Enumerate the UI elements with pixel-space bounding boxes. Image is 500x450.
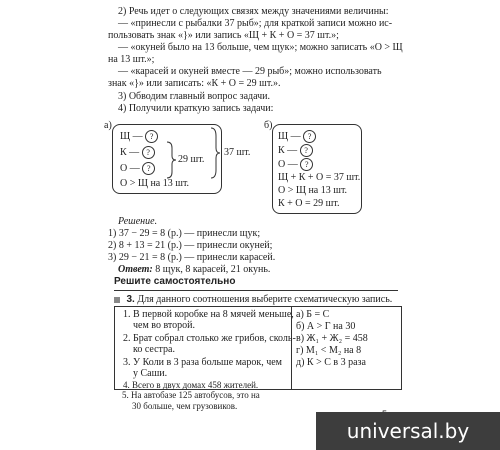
answer-label: Ответ: [118, 264, 153, 275]
scheme-b-eq2: К + О = 29 шт. [278, 198, 340, 209]
task-item-line: чем во второй. [133, 320, 196, 331]
scheme-a-row-o: О — ? [120, 162, 155, 175]
option-g: г) М₁ < М₂ на 8 [296, 345, 362, 356]
task-number: 3. [126, 294, 135, 305]
intro-line: — «принесли с рыбалки 37 рыб»; для краткой записи можно ис- [118, 18, 393, 29]
question-circle-icon: ? [142, 146, 155, 159]
scheme-a-compare: О > Щ на 13 шт. [120, 178, 190, 189]
intro-line: — «окуней было на 13 больше, чем щук»; можно записать «О > Щ [118, 42, 403, 53]
scheme-b-row-k: К — ? [278, 144, 313, 157]
scheme-b-row-shch: Щ — ? [278, 130, 316, 143]
task-item-line: 5. На автобазе 125 автобусов, это на [122, 390, 260, 400]
task-item-line: 1. В первой коробке на 8 мячей меньше, [123, 309, 294, 320]
task-item-line: у Саши. [133, 368, 168, 379]
task-item-line: 30 больше, чем грузовиков. [132, 401, 238, 411]
task-item-line: 2. Брат собрал столько же грибов, сколь- [123, 333, 296, 344]
option-b: б) А > Г на 30 [296, 321, 356, 332]
task-table [114, 306, 402, 390]
intro-line: — «карасей и окуней вместе — 29 рыб»; можно использовать [118, 66, 382, 77]
question-circle-icon: ? [142, 162, 155, 175]
solution-answer [118, 264, 270, 276]
inner-brace-icon [166, 140, 178, 180]
scheme-a-brace-value: 29 шт. [178, 154, 205, 165]
solution-line: 2) 8 + 13 = 21 (р.) — принесли окуней; [108, 240, 273, 251]
question-circle-icon: ? [300, 158, 313, 171]
task-statement [114, 294, 392, 306]
task-item-line: 3. У Коли в 3 раза больше марок, чем [123, 357, 283, 368]
scheme-b-label: б) [264, 120, 273, 131]
section-header [114, 276, 398, 291]
scheme-b-row-o: О — ? [278, 158, 313, 171]
task-left-column [115, 307, 296, 390]
watermark-banner [316, 412, 500, 450]
task-item-line: ко сестра. [133, 344, 175, 355]
intro-line: 2) Речь идет о следующих связях между значениями величины: [118, 6, 389, 17]
solution-title: Решение. [118, 216, 158, 227]
intro-line: 3) Обводим главный вопрос задачи. [118, 91, 271, 102]
option-v: в) Ж₁ + Ж₂ = 458 [296, 333, 368, 344]
watermark-text: universal.by [346, 419, 470, 443]
question-circle-icon: ? [145, 130, 158, 143]
question-circle-icon: ? [303, 130, 316, 143]
answer-text: 8 щук, 8 карасей, 21 окунь. [152, 264, 271, 275]
intro-line: на 13 шт.»; [108, 54, 155, 65]
task-right-column [292, 307, 401, 389]
option-d: д) К > С в 3 раза [296, 357, 366, 368]
scheme-b-compare: О > Щ на 13 шт. [278, 185, 348, 196]
outer-brace-icon [210, 126, 222, 180]
section-title: Решите самостоятельно [114, 276, 236, 287]
scheme-a-label: а) [104, 120, 112, 131]
solution-line: 1) 37 − 29 = 8 (р.) — принесли щук; [108, 228, 261, 239]
task-bullet-icon [114, 297, 120, 303]
scheme-a-row-k: К — ? [120, 146, 155, 159]
solution-line: 3) 29 − 21 = 8 (р.) — принесли карасей. [108, 252, 276, 263]
option-a: а) Б = С [296, 309, 330, 320]
scheme-a-row-shch: Щ — ? [120, 130, 158, 143]
intro-line: пользовать знак «}» или запись «Щ + К + О = 37 шт.»; [108, 30, 339, 41]
question-circle-icon: ? [300, 144, 313, 157]
task-item-line: 4. Всего в двух домах 458 жителей. [123, 380, 259, 390]
task-text: Для данного соотношения выберите схематическую запись. [137, 294, 393, 305]
intro-line: знак «}» или записать: «К + О = 29 шт.». [108, 78, 281, 89]
scheme-b-eq1: Щ + К + О = 37 шт. [278, 172, 361, 183]
intro-line: 4) Получили краткую запись задачи: [118, 103, 274, 114]
scheme-a-total: 37 шт. [224, 147, 251, 158]
